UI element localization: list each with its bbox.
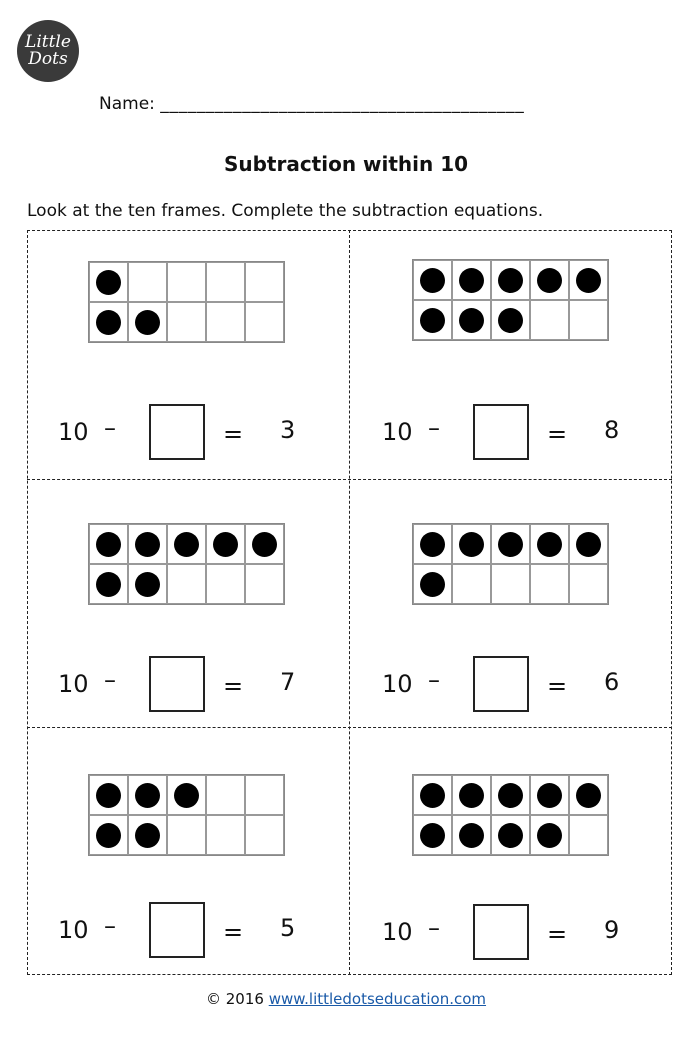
minus-sign: – xyxy=(104,414,116,442)
equals-sign: = xyxy=(547,420,568,448)
ten-frame-cell xyxy=(167,815,206,855)
ten-frame-cell xyxy=(452,775,491,815)
ten-frame-cell xyxy=(89,524,128,564)
ten-frame-cell xyxy=(89,775,128,815)
answer-box[interactable] xyxy=(149,902,205,958)
ten-frame-cell xyxy=(128,302,167,342)
copyright: © 2016 xyxy=(205,990,264,1008)
result: 6 xyxy=(604,668,620,696)
ten-frame-cell xyxy=(206,302,245,342)
minus-sign: – xyxy=(428,666,440,694)
footer xyxy=(0,990,692,1008)
ten-frame-cell xyxy=(491,300,530,340)
name-field[interactable] xyxy=(99,94,524,114)
counter-dot xyxy=(459,268,484,293)
ten-frame-cell xyxy=(530,564,569,604)
answer-box[interactable] xyxy=(149,404,205,460)
counter-dot xyxy=(537,268,562,293)
result: 5 xyxy=(280,914,296,942)
answer-box[interactable] xyxy=(473,904,529,960)
counter-dot xyxy=(498,783,523,808)
result: 3 xyxy=(280,416,296,444)
ten-frame-cell xyxy=(206,815,245,855)
minus-sign: – xyxy=(104,666,116,694)
ten-frame-cell xyxy=(128,815,167,855)
ten-frame-cell xyxy=(452,564,491,604)
ten-frame xyxy=(88,523,285,605)
ten-frame-cell xyxy=(128,262,167,302)
counter-dot xyxy=(537,783,562,808)
minuend: 10 xyxy=(382,418,413,446)
ten-frame-cell xyxy=(167,524,206,564)
grid-divider-horizontal xyxy=(27,727,672,728)
page-title: Subtraction within 10 xyxy=(223,152,469,176)
ten-frame-cell xyxy=(89,262,128,302)
ten-frame-cell xyxy=(569,300,608,340)
ten-frame-cell xyxy=(491,260,530,300)
minus-sign: – xyxy=(428,914,440,942)
ten-frame-cell xyxy=(128,564,167,604)
counter-dot xyxy=(576,268,601,293)
ten-frame-cell xyxy=(89,564,128,604)
ten-frame-cell xyxy=(245,524,284,564)
ten-frame-cell xyxy=(569,260,608,300)
ten-frame-cell xyxy=(206,775,245,815)
counter-dot xyxy=(135,532,160,557)
ten-frame-cell xyxy=(167,302,206,342)
ten-frame-cell xyxy=(569,815,608,855)
ten-frame-cell xyxy=(452,260,491,300)
counter-dot xyxy=(498,308,523,333)
ten-frame-cell xyxy=(452,300,491,340)
ten-frame-cell xyxy=(569,524,608,564)
ten-frame-cell xyxy=(245,775,284,815)
ten-frame xyxy=(412,259,609,341)
ten-frame xyxy=(412,774,609,856)
ten-frame-cell xyxy=(530,815,569,855)
ten-frame xyxy=(88,261,285,343)
ten-frame-cell xyxy=(206,564,245,604)
counter-dot xyxy=(420,823,445,848)
ten-frame-cell xyxy=(530,300,569,340)
minuend: 10 xyxy=(382,670,413,698)
ten-frame-cell xyxy=(89,815,128,855)
counter-dot xyxy=(498,532,523,557)
logo-line-2: Dots xyxy=(28,49,68,69)
ten-frame-cell xyxy=(413,564,452,604)
ten-frame-cell xyxy=(128,524,167,564)
counter-dot xyxy=(420,783,445,808)
ten-frame-cell xyxy=(89,302,128,342)
counter-dot xyxy=(537,532,562,557)
ten-frame-cell xyxy=(167,564,206,604)
ten-frame-cell xyxy=(245,564,284,604)
counter-dot xyxy=(459,823,484,848)
counter-dot xyxy=(459,532,484,557)
counter-dot xyxy=(420,268,445,293)
ten-frame-cell xyxy=(452,815,491,855)
grid-divider-vertical xyxy=(349,230,350,975)
equals-sign: = xyxy=(547,920,568,948)
ten-frame-cell xyxy=(245,302,284,342)
ten-frame-cell xyxy=(452,524,491,564)
counter-dot xyxy=(420,532,445,557)
counter-dot xyxy=(576,532,601,557)
counter-dot xyxy=(252,532,277,557)
counter-dot xyxy=(459,783,484,808)
answer-box[interactable] xyxy=(473,404,529,460)
ten-frame-cell xyxy=(245,815,284,855)
answer-box[interactable] xyxy=(473,656,529,712)
counter-dot xyxy=(174,532,199,557)
result: 7 xyxy=(280,668,296,696)
counter-dot xyxy=(498,268,523,293)
result: 8 xyxy=(604,416,620,444)
minuend: 10 xyxy=(58,418,89,446)
ten-frame xyxy=(88,774,285,856)
equals-sign: = xyxy=(223,420,244,448)
counter-dot xyxy=(96,572,121,597)
counter-dot xyxy=(174,783,199,808)
grid-divider-horizontal xyxy=(27,479,672,480)
ten-frame-cell xyxy=(128,775,167,815)
ten-frame-cell xyxy=(491,564,530,604)
logo-line-1: Little xyxy=(25,32,71,52)
ten-frame-cell xyxy=(491,815,530,855)
ten-frame-cell xyxy=(167,775,206,815)
minuend: 10 xyxy=(58,916,89,944)
equals-sign: = xyxy=(223,672,244,700)
ten-frame-cell xyxy=(206,262,245,302)
result: 9 xyxy=(604,916,620,944)
equals-sign: = xyxy=(547,672,568,700)
ten-frame-cell xyxy=(491,524,530,564)
ten-frame-cell xyxy=(413,815,452,855)
minus-sign: – xyxy=(428,414,440,442)
counter-dot xyxy=(96,270,121,295)
name-blank[interactable]: ________________________________________ xyxy=(160,94,525,114)
counter-dot xyxy=(135,572,160,597)
minuend: 10 xyxy=(382,918,413,946)
name-label: Name: xyxy=(99,94,155,114)
counter-dot xyxy=(96,532,121,557)
counter-dot xyxy=(135,783,160,808)
logo xyxy=(17,20,79,82)
ten-frame-cell xyxy=(491,775,530,815)
ten-frame-cell xyxy=(206,524,245,564)
ten-frame-cell xyxy=(245,262,284,302)
answer-box[interactable] xyxy=(149,656,205,712)
ten-frame-cell xyxy=(530,775,569,815)
minuend: 10 xyxy=(58,670,89,698)
counter-dot xyxy=(96,783,121,808)
counter-dot xyxy=(498,823,523,848)
ten-frame-cell xyxy=(413,260,452,300)
ten-frame-cell xyxy=(569,564,608,604)
counter-dot xyxy=(96,310,121,335)
counter-dot xyxy=(135,310,160,335)
counter-dot xyxy=(420,572,445,597)
ten-frame xyxy=(412,523,609,605)
ten-frame-cell xyxy=(530,524,569,564)
ten-frame-cell xyxy=(167,262,206,302)
ten-frame-cell xyxy=(413,775,452,815)
minus-sign: – xyxy=(104,912,116,940)
ten-frame-cell xyxy=(413,524,452,564)
counter-dot xyxy=(459,308,484,333)
counter-dot xyxy=(537,823,562,848)
equals-sign: = xyxy=(223,918,244,946)
counter-dot xyxy=(135,823,160,848)
instructions: Look at the ten frames. Complete the subtraction equations. xyxy=(27,201,544,221)
counter-dot xyxy=(576,783,601,808)
ten-frame-cell xyxy=(569,775,608,815)
counter-dot xyxy=(213,532,238,557)
ten-frame-cell xyxy=(413,300,452,340)
website-link[interactable]: www.littledotseducation.com xyxy=(268,990,487,1008)
ten-frame-cell xyxy=(530,260,569,300)
counter-dot xyxy=(96,823,121,848)
counter-dot xyxy=(420,308,445,333)
